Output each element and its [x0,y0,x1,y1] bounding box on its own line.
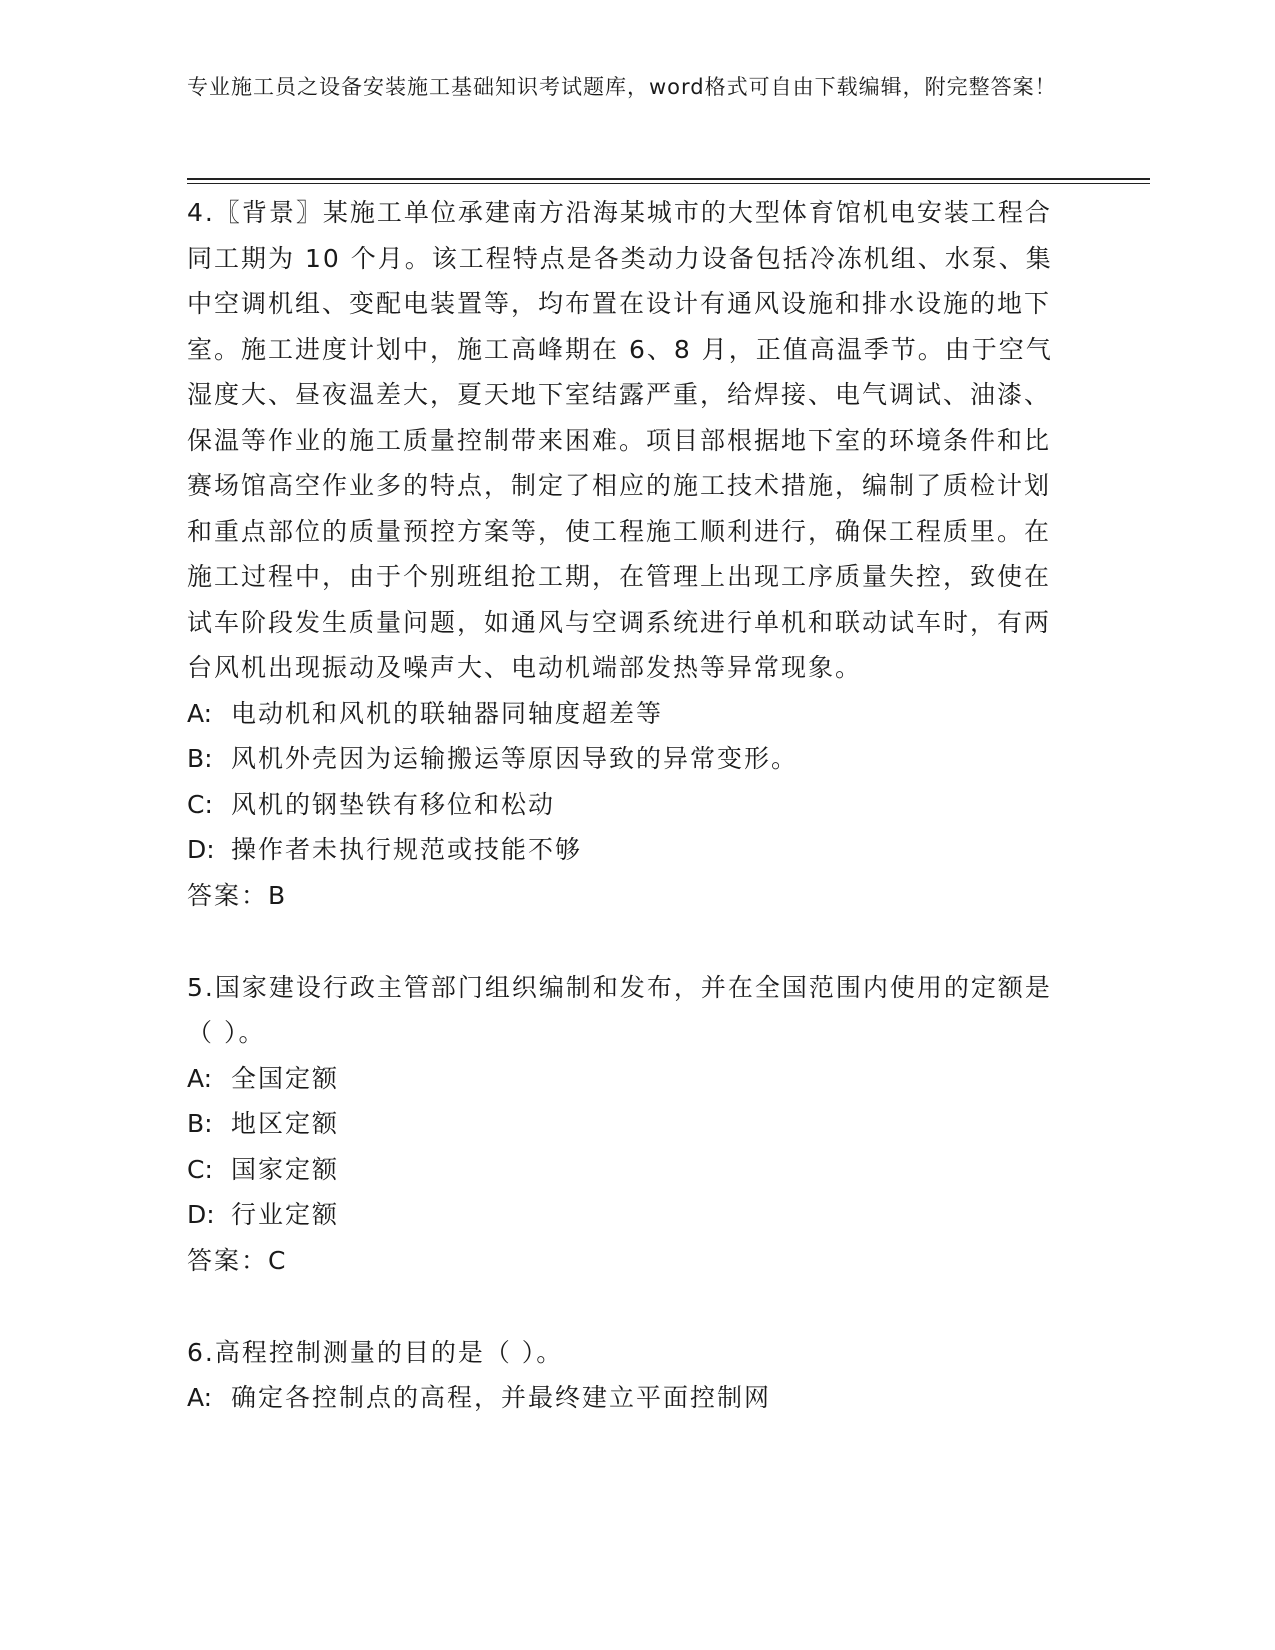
spacer [187,919,1067,965]
option-text: 风机的钢垫铁有移位和松动 [231,789,556,819]
option-a [187,691,1067,737]
header-divider-thin [187,183,1150,184]
option-key: B: [187,744,213,773]
option-text: 电动机和风机的联轴器同轴度超差等 [231,698,664,728]
option-text: 行业定额 [231,1200,340,1229]
option-key: A: [187,1383,213,1412]
option-c [187,782,1067,828]
header-divider-thick [187,178,1150,180]
option-text: 风机外壳因为运输搬运等原因导致的异常变形。 [231,744,799,773]
option-key: C: [187,1154,213,1184]
spacer [187,1284,1067,1330]
answer-line: 答案：B [187,880,288,910]
option-text: 操作者未执行规范或技能不够 [231,835,583,864]
option-key: C: [187,789,213,819]
option-b [187,1101,1067,1147]
question-stem: 4.〖背景〗某施工单位承建南方沿海某城市的大型体育馆机电安装工程合同工期为 10 个月。该工程特点是各类动力设备包括冷冻机组、水泵、集中空调机组、变配电装置等，均布置在设计有通风设施和排水设施的地下室。施工进度计划中，施工高峰期在 6、8 月，正值高温季节。由于空气湿度大、昼夜温差大，夏天地下室结露严重，给焊接、电气调试、油漆、保温等作业的施工质量控制带来困难。项目部根据地下室的环境条件和比赛场馆高空作业多的特点，制定了相应的施工技术措施，编制了质检计划和重点部位的质量预控方案等，使工程施工顺利进行，确保工程质里。在施工过程中，由于个别班组抢工期，在管理上出现工序质量失控，致使在试车阶段发生质量问题，如通风与空调系统进行单机和联动试车时，有两台风机出现振动及噪声大、电动机端部发热等异常现象。 [187,198,1053,682]
option-key: A: [187,698,213,728]
option-c [187,1147,1067,1193]
question-item [187,965,1067,1284]
question-item [187,1330,1067,1421]
question-item [187,190,1067,919]
option-key: D: [187,1200,215,1229]
question-stem: 5.国家建设行政主管部门组织编制和发布，并在全国范围内使用的定额是（ ）。 [187,972,1052,1047]
option-text: 全国定额 [231,1063,340,1093]
option-key: A: [187,1063,213,1093]
option-key: B: [187,1109,213,1138]
answer-line: 答案：C [187,1245,288,1275]
option-a [187,1056,1067,1102]
option-text: 国家定额 [231,1154,340,1184]
question-stem: 6.高程控制测量的目的是（ ）。 [187,1337,564,1367]
option-key: D: [187,835,215,864]
document-header: 专业施工员之设备安装施工基础知识考试题库，word格式可自由下载编辑，附完整答案！ [187,75,1057,99]
option-d [187,827,1067,873]
option-text: 地区定额 [231,1109,340,1138]
question-list [187,190,1067,1421]
option-text: 确定各控制点的高程，并最终建立平面控制网 [231,1383,772,1412]
option-b [187,736,1067,782]
option-a [187,1375,1067,1421]
option-d [187,1192,1067,1238]
